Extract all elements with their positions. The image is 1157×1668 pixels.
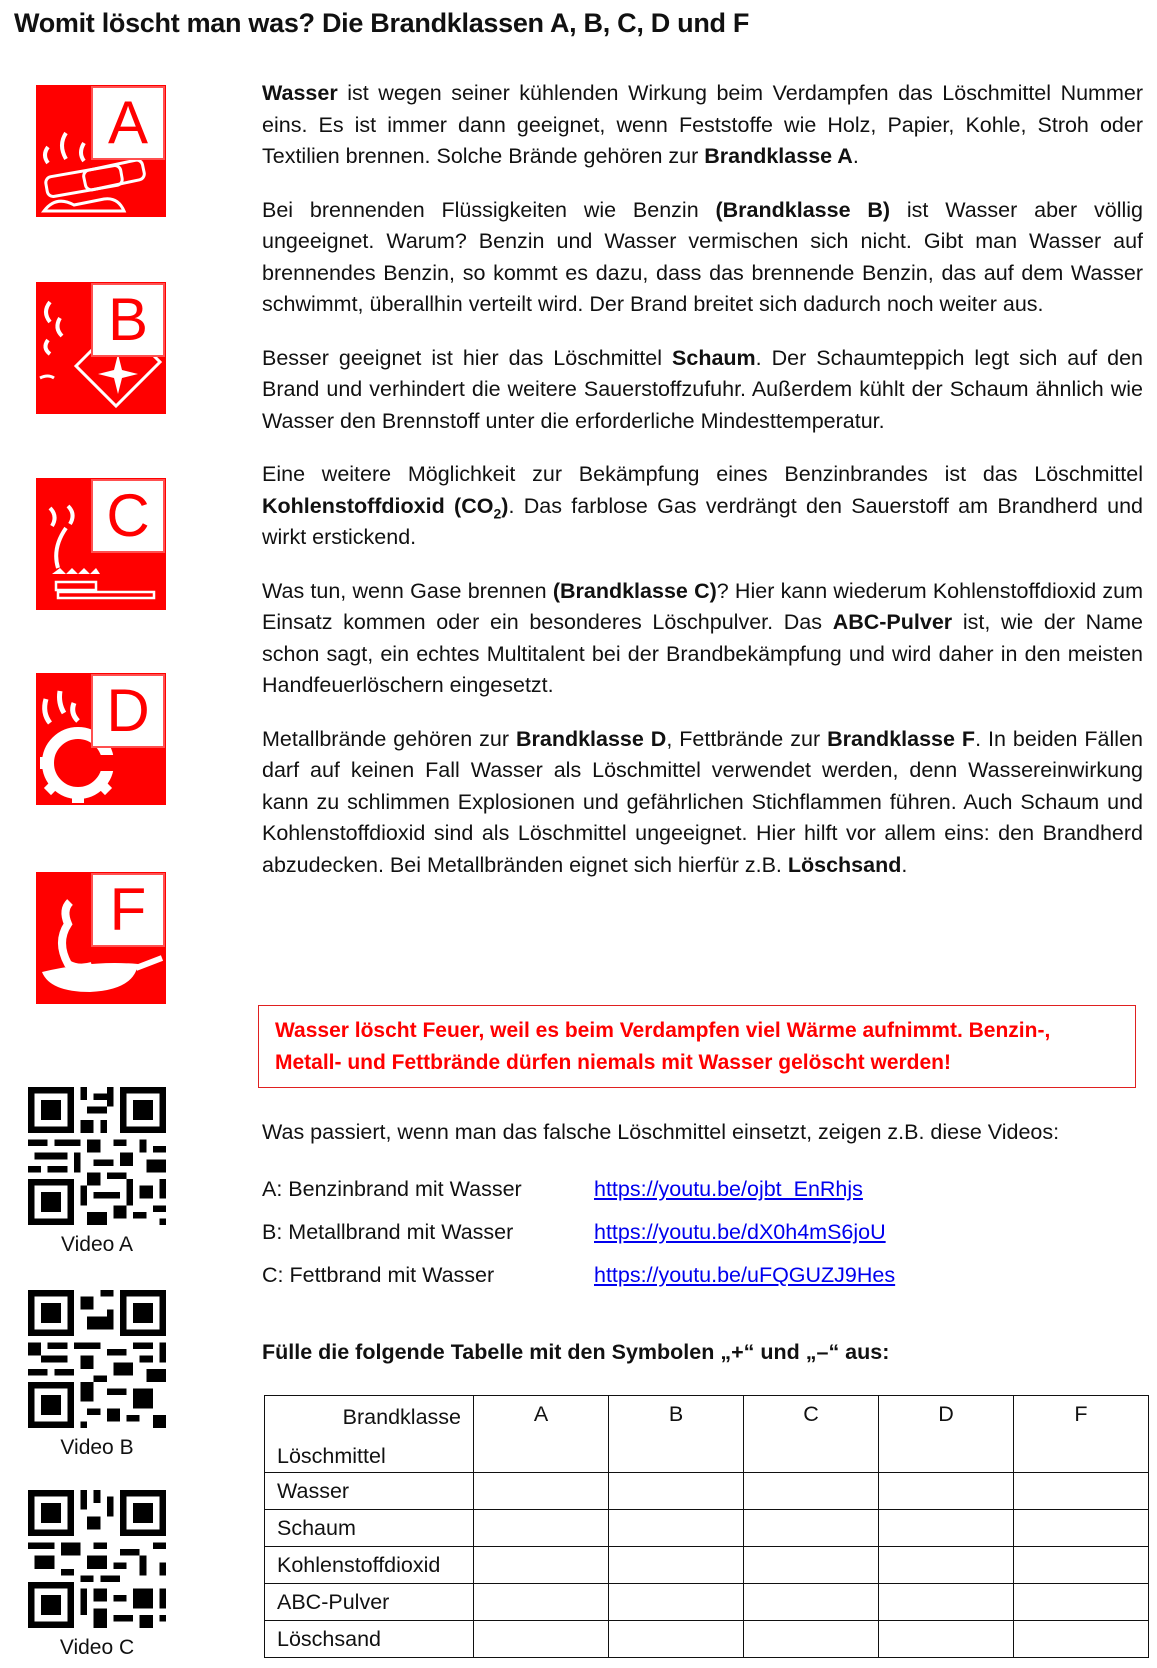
table-header-row [265, 1396, 1149, 1473]
video-link-c[interactable]: https://youtu.be/uFQGUZJ9Hes [594, 1263, 896, 1287]
qr-code-video-a[interactable]: Video A [28, 1087, 166, 1257]
table-row [265, 1621, 1149, 1658]
table-cell[interactable] [474, 1547, 609, 1584]
fire-class-d-icon: D [36, 673, 166, 805]
video-link-b[interactable]: https://youtu.be/dX0h4mS6joU [594, 1220, 886, 1244]
table-cell[interactable] [1014, 1510, 1149, 1547]
table-cell[interactable] [744, 1621, 879, 1658]
qr-code-video-b[interactable]: Video B [28, 1290, 166, 1460]
fire-class-b-icon: B [36, 282, 166, 414]
row-label: Wasser [265, 1473, 474, 1510]
qr-code-icon [28, 1490, 166, 1628]
table-cell[interactable] [474, 1510, 609, 1547]
table-cell[interactable] [879, 1510, 1014, 1547]
column-header-f: F [1014, 1396, 1149, 1473]
table-cell[interactable] [609, 1621, 744, 1658]
paragraph-foam: Besser geeignet ist hier das Löschmittel Schaum. Der Schaumteppich legt sich auf den Brand und verhindert die weitere Sauerstoffzufuhr. Außerdem kühlt der Schaum ähnlich wie Wasser den Brennstoff unter die erforderliche Mindesttemperatur. [262, 345, 1143, 433]
table-row [265, 1547, 1149, 1584]
table-cell[interactable] [879, 1547, 1014, 1584]
table-cell[interactable] [609, 1547, 744, 1584]
table-cell[interactable] [474, 1473, 609, 1510]
paragraph-class-d-f: Metallbrände gehören zur Brandklasse D, Fettbrände zur Brandklasse F. In beiden Fällen darf auf keinen Fall Wasser als Löschmittel verwendet werden, denn Wassereinwirkung kann zu schlimmen Explosionen und gefährlichen Stichflammen führen. Auch Schaum und Kohlenstoffdioxid sind als Löschmittel ungeeignet. Hier hilft vor allem eins: den Brandherd abzudecken. Bei Metallbränden eignet sich hierfür z.B. Löschsand. [262, 726, 1143, 877]
fire-class-f-icon: F [36, 872, 166, 1004]
extinguisher-table [264, 1395, 1149, 1658]
warning-callout: Wasser löscht Feuer, weil es beim Verdampfen viel Wärme aufnimmt. Benzin-, Metall- und Fettbrände dürfen niemals mit Wasser gelöscht werden! [258, 1005, 1136, 1088]
column-header-b: B [609, 1396, 744, 1473]
fire-class-a-icon: A [36, 85, 166, 217]
table-corner-cell: Brandklasse Löschmittel [265, 1396, 474, 1473]
table-cell[interactable] [744, 1584, 879, 1621]
table-cell[interactable] [1014, 1547, 1149, 1584]
table-cell[interactable] [1014, 1473, 1149, 1510]
video-row-b: B: Metallbrand mit Wasser https://youtu.be/dX0h4mS6joU [262, 1220, 886, 1244]
table-cell[interactable] [1014, 1584, 1149, 1621]
video-link-a[interactable]: https://youtu.be/ojbt_EnRhjs [594, 1177, 863, 1201]
table-cell[interactable] [879, 1584, 1014, 1621]
table-cell[interactable] [609, 1510, 744, 1547]
table-cell[interactable] [744, 1547, 879, 1584]
paragraph-class-c: Was tun, wenn Gase brennen (Brandklasse C)? Hier kann wiederum Kohlenstoffdioxid zum Einsatz kommen oder ein besonderes Löschpulver. Das ABC-Pulver ist, wie der Name schon sagt, ein echtes Multitalent bei der Brandbekämpfung und wird daher in den meisten Handfeuerlöschern eingesetzt. [262, 578, 1144, 697]
table-cell[interactable] [879, 1473, 1014, 1510]
table-cell[interactable] [474, 1584, 609, 1621]
table-cell[interactable] [744, 1510, 879, 1547]
paragraph-co2: Eine weitere Möglichkeit zur Bekämpfung eines Benzinbrandes ist das Löschmittel Kohlenstoffdioxid $(CO_2)$. Das farblose Gas verdrängt den Sauerstoff am Brandherd und wirkt erstickend. [262, 462, 1143, 549]
task-instruction: Fülle die folgende Tabelle mit den Symbolen „+“ und „–“ aus: [262, 1340, 890, 1364]
row-label: Löschsand [265, 1621, 474, 1658]
qr-code-video-c[interactable]: Video C [28, 1490, 166, 1660]
column-header-c: C [744, 1396, 879, 1473]
paragraph-class-b: Bei brennenden Flüssigkeiten wie Benzin (Brandklasse B) ist Wasser aber völlig ungeeignet. Warum? Benzin und Wasser vermischen sich nicht. Gibt man Wasser auf brennendes Benzin, so kommt es dazu, dass das brennende Benzin, das auf dem Wasser schwimmt, überallhin verteilt wird. Der Brand breitet sich dadurch noch weiter aus. [262, 197, 1143, 316]
table-cell[interactable] [744, 1473, 879, 1510]
table-row [265, 1510, 1149, 1547]
table-cell[interactable] [879, 1621, 1014, 1658]
video-row-a: A: Benzinbrand mit Wasser https://youtu.be/ojbt_EnRhjs [262, 1177, 863, 1201]
qr-code-icon [28, 1290, 166, 1428]
row-label: Kohlenstoffdioxid [265, 1547, 474, 1584]
videos-intro: Was passiert, wenn man das falsche Löschmittel einsetzt, zeigen z.B. diese Videos: [262, 1120, 1060, 1144]
body-text [262, 78, 1143, 903]
table-cell[interactable] [1014, 1621, 1149, 1658]
row-label: Schaum [265, 1510, 474, 1547]
column-header-d: D [879, 1396, 1014, 1473]
video-row-c: C: Fettbrand mit Wasser https://youtu.be/uFQGUZJ9Hes [262, 1263, 896, 1287]
qr-code-icon [28, 1087, 166, 1225]
table-row [265, 1584, 1149, 1621]
table-row [265, 1473, 1149, 1510]
table-cell[interactable] [474, 1621, 609, 1658]
page-title: Womit löscht man was? Die Brandklassen A, B, C, D und F [14, 8, 750, 38]
fire-class-c-icon: C [36, 478, 166, 610]
paragraph-water: Wasser ist wegen seiner kühlenden Wirkung beim Verdampfen das Löschmittel Nummer eins. Es ist immer dann geeignet, wenn Feststoffe wie Holz, Papier, Kohle, Stroh oder Textilien brennen. Solche Brände gehören zur Brandklasse A. [262, 81, 1143, 168]
table-cell[interactable] [609, 1473, 744, 1510]
row-label: ABC-Pulver [265, 1584, 474, 1621]
column-header-a: A [474, 1396, 609, 1473]
table-cell[interactable] [609, 1584, 744, 1621]
